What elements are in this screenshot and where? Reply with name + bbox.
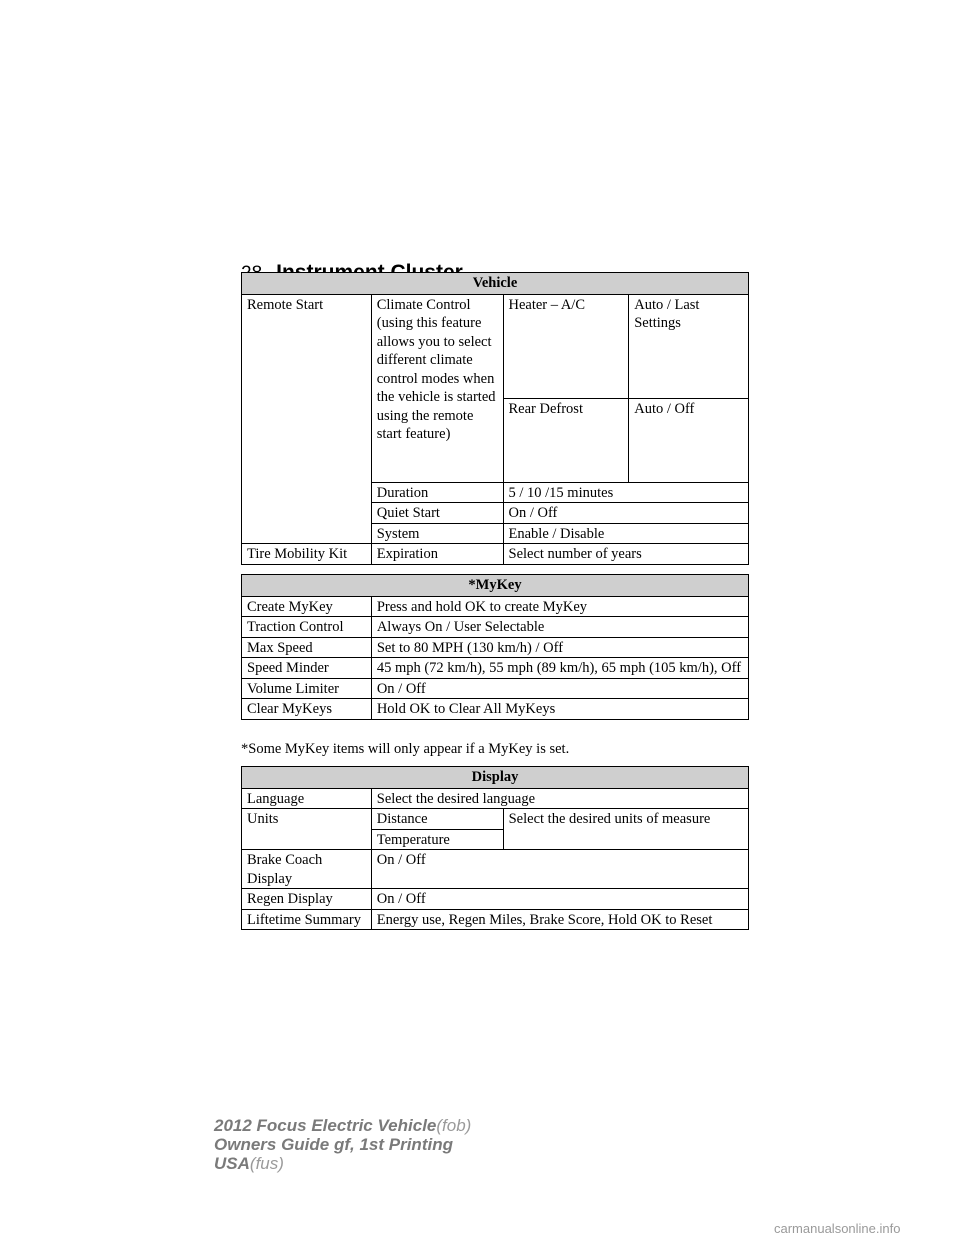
brake-coach-value: On / Off bbox=[371, 850, 748, 889]
footer-market: USA bbox=[214, 1154, 250, 1173]
display-table-title: Display bbox=[242, 767, 749, 789]
row-value: Set to 80 MPH (130 km/h) / Off bbox=[371, 637, 748, 658]
table-row bbox=[242, 699, 749, 720]
rear-defrost-label: Rear Defrost bbox=[503, 398, 629, 482]
language-label: Language bbox=[242, 788, 372, 809]
footer-edition: Owners Guide gf, 1st Printing bbox=[214, 1135, 453, 1154]
language-value: Select the desired language bbox=[371, 788, 748, 809]
lifetime-value: Energy use, Regen Miles, Brake Score, Hold OK to Reset bbox=[371, 909, 748, 930]
row-value: Press and hold OK to create MyKey bbox=[371, 596, 748, 617]
units-label: Units bbox=[242, 809, 372, 850]
row-value: 45 mph (72 km/h), 55 mph (89 km/h), 65 mph (105 km/h), Off bbox=[371, 658, 748, 679]
row-label: Speed Minder bbox=[242, 658, 372, 679]
distance-label: Distance bbox=[371, 809, 503, 830]
row-label: Clear MyKeys bbox=[242, 699, 372, 720]
climate-control-label: Climate Control (using this feature allows you to select different climate control modes when the vehicle is started using the remote start feature) bbox=[371, 294, 503, 482]
tire-kit-label: Tire Mobility Kit bbox=[242, 544, 372, 565]
quiet-start-value: On / Off bbox=[503, 503, 749, 524]
heater-ac-value: Auto / Last Settings bbox=[629, 294, 749, 398]
brake-coach-label: Brake Coach Display bbox=[242, 850, 372, 889]
expiration-label: Expiration bbox=[371, 544, 503, 565]
system-label: System bbox=[371, 523, 503, 544]
row-value: Always On / User Selectable bbox=[371, 617, 748, 638]
rear-defrost-value: Auto / Off bbox=[629, 398, 749, 482]
footer-model: 2012 Focus Electric Vehicle bbox=[214, 1116, 437, 1135]
table-row bbox=[242, 678, 749, 699]
heater-ac-label: Heater – A/C bbox=[503, 294, 629, 398]
units-value: Select the desired units of measure bbox=[503, 809, 748, 850]
mykey-table bbox=[241, 574, 749, 720]
mykey-table-title: *MyKey bbox=[242, 575, 749, 597]
document-footer bbox=[214, 1116, 471, 1173]
table-row bbox=[242, 658, 749, 679]
row-label: Create MyKey bbox=[242, 596, 372, 617]
footer-model-code: (fob) bbox=[436, 1116, 472, 1135]
duration-value: 5 / 10 /15 minutes bbox=[503, 482, 749, 503]
row-label: Traction Control bbox=[242, 617, 372, 638]
remote-start-label: Remote Start bbox=[242, 294, 372, 544]
regen-value: On / Off bbox=[371, 889, 748, 910]
regen-label: Regen Display bbox=[242, 889, 372, 910]
temperature-label: Temperature bbox=[371, 829, 503, 850]
quiet-start-label: Quiet Start bbox=[371, 503, 503, 524]
expiration-value: Select number of years bbox=[503, 544, 749, 565]
table-row bbox=[242, 637, 749, 658]
duration-label: Duration bbox=[371, 482, 503, 503]
row-label: Max Speed bbox=[242, 637, 372, 658]
table-row bbox=[242, 617, 749, 638]
watermark: carmanualsonline.info bbox=[774, 1221, 901, 1236]
system-value: Enable / Disable bbox=[503, 523, 749, 544]
mykey-note: *Some MyKey items will only appear if a MyKey is set. bbox=[241, 741, 570, 757]
display-table bbox=[241, 766, 749, 930]
footer-market-code: (fus) bbox=[249, 1154, 284, 1173]
row-label: Volume Limiter bbox=[242, 678, 372, 699]
vehicle-table-title: Vehicle bbox=[242, 273, 749, 295]
lifetime-label: Liftetime Summary bbox=[242, 909, 372, 930]
vehicle-table bbox=[241, 272, 749, 565]
table-row bbox=[242, 596, 749, 617]
row-value: Hold OK to Clear All MyKeys bbox=[371, 699, 748, 720]
row-value: On / Off bbox=[371, 678, 748, 699]
